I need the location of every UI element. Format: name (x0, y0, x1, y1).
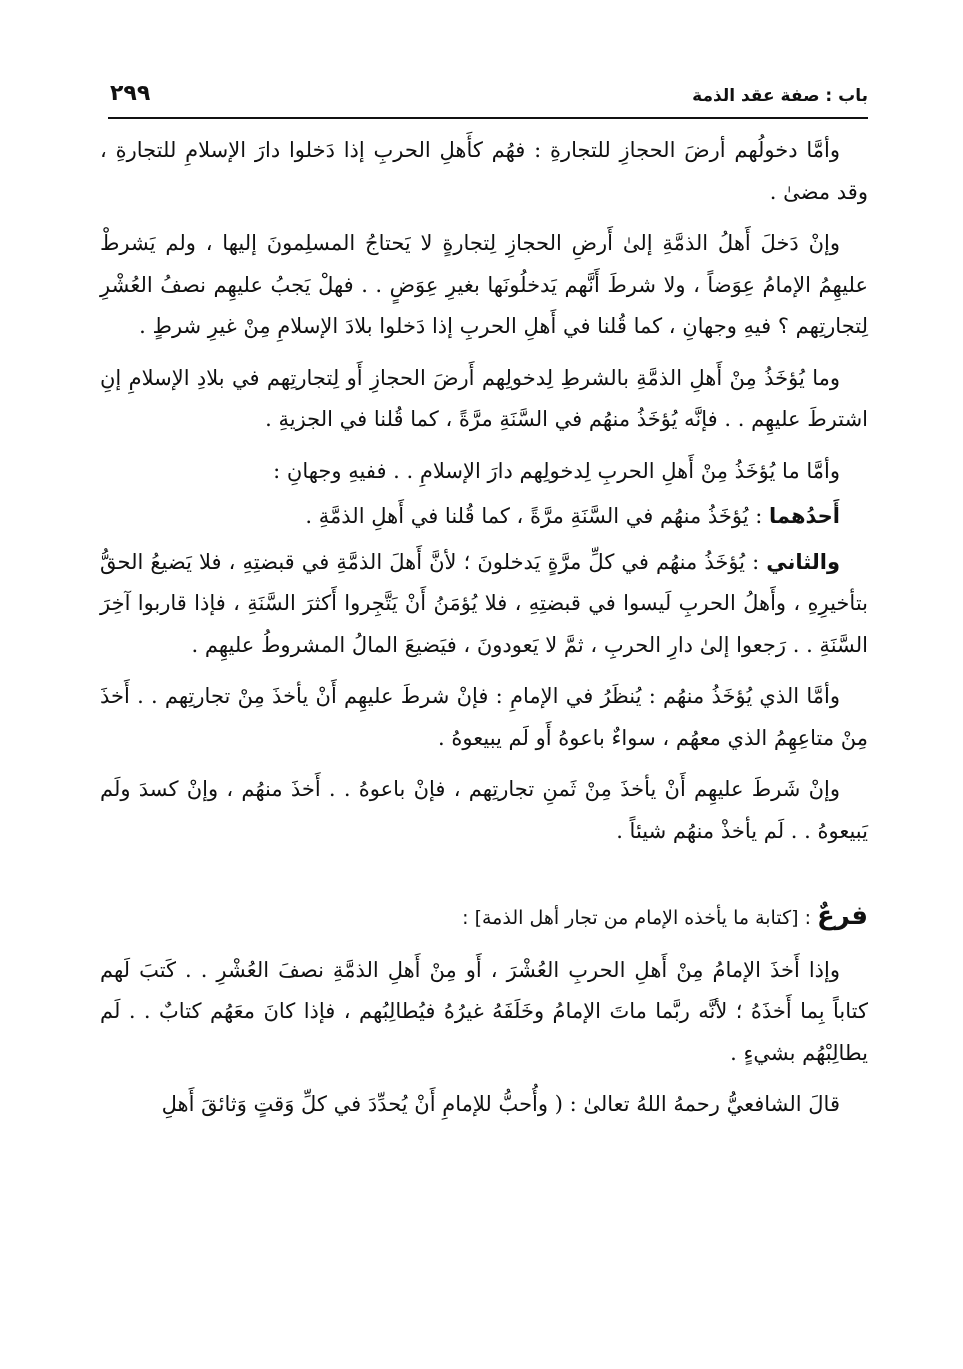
body-text (100, 130, 868, 1136)
paragraph-text: وإذا أَخذَ الإمامُ مِنْ أَهلِ الحربِ العُشْرَ ، أَو مِنْ أَهلِ الذمَّةِ نصفَ العُشْرِ . . كَتبَ لَهم كتاباً بِما أَخذَهُ ؛ لأنَّه ربَّما ماتَ الإمامُ وخَلَفَهُ غيرُهُ فيُطالِبُهم ، فإذا كانَ معَهُم كتابٌ . . لَم يطالِبْهُم بشيءٍ . (100, 957, 868, 1065)
paragraph-text: وما يُؤخَذُ مِنْ أَهلِ الذمَّةِ بالشرطِ لِدخولِهم أَرضَ الحجازِ أَو لِتجارتِهم في بلادِ الإسلامِ إنِ اشترطَ عليهِم . . فإنَّه يُؤخَذُ منهُم في السَّنَةِ مرَّةً ، كما قُلنا في الجزيةِ . (100, 365, 868, 431)
paragraph-text: : يُؤخَذُ منهُم في السَّنَةِ مرَّةً ، كما قُلنا في أَهلِ الذمَّةِ . (305, 504, 769, 528)
page-header (108, 80, 868, 116)
paragraph-text: قالَ الشافعيُّ رحمهُ اللهُ تعالىٰ : ( وأُحبُّ للإمامِ أَنْ يُحدِّدَ في كلِّ وَقتٍ وَثائقَ أَهلِ (161, 1092, 840, 1116)
running-head: باب : صفة عقد الذمة (692, 86, 868, 106)
paragraph-lead: والثاني (766, 549, 840, 574)
paragraph (100, 769, 868, 852)
paragraph-text: وإنْ دَخلَ أَهلُ الذمَّةِ إلىٰ أَرضِ الحجازِ لِتجارةٍ لا يَحتاجُ المسلِمونَ إليها ، ولم يَشرطْ عليهِمُ الإمامُ عِوَضاً ، ولا شرطَ أَنَّهم يَدخلُونَها بغيرِ عِوَضٍ . . فهلْ يَجبُ عليهِم نصفُ العُشْرِ لِتجارتِهم ؟ فيهِ وجهانِ ، كما قُلنا في أَهلِ الحربِ إذا دَخلوا بلادَ الإسلامِ مِنْ غيرِ شرطٍ . (100, 231, 868, 338)
paragraph (100, 950, 868, 1075)
paragraph-text: : يُؤخَذُ منهُم في كلِّ مرَّةٍ يَدخلونَ ؛ لأنَّ أَهلَ الذمَّةِ في قبضتِهِ ، فلا يَضيعُ الحقُّ بتأخيرِهِ ، وأَهلُ الحربِ لَيسوا في قبضتِهِ ، فلا يُؤمَنُ أَنْ يَتَّجِروا أَكثرَ السَّنَةِ ، فإذا قاربوا آخِرَ السَّنَةِ . . رَجعوا إلىٰ دارِ الحربِ ، ثمَّ لا يَعودونَ ، فيَضيعَ المالُ المشروطُ عليهِم . (100, 549, 868, 657)
section-heading-lead: فرعٌ (817, 901, 868, 931)
paragraph (100, 130, 868, 213)
paragraph (100, 1084, 868, 1126)
paragraph (100, 542, 868, 667)
paragraph (100, 496, 868, 538)
page-number: ٢٩٩ (110, 81, 151, 106)
paragraph-text: وإنْ شَرطَ عليهِم أَنْ يأخذَ مِنْ ثَمنِ تجارتِهم ، فإنْ باعوهُ . . أَخذَ منهُم ، وإنْ كسدَ ولَم يَبيعوهُ . . لَم يأخذْ منهُم شيئاً . (100, 777, 868, 843)
paragraph (100, 358, 868, 441)
paragraph-text: وأمَّا الذي يُؤخَذُ منهُم : يُنظَرُ في الإمامِ : فإنْ شرطَ عليهِم أَنْ يأخذَ مِنْ تجارتِهم . . أَخذَ مِنْ متاعِهِمُ الذي معهُم ، سواءٌ باعوهُ أَو لَم يبيعوهُ . (100, 684, 868, 750)
section-heading-title: : [كتابة ما يأخذه الإمام من تجار أهل الذمة] : (462, 907, 818, 929)
paragraph (100, 223, 868, 348)
paragraph-text: وأمَّا دخولُهم أرضَ الحجازِ للتجارةِ : فهُم كأَهلِ الحربِ إذا دَخلوا دارَ الإسلامِ للتجارةِ ، وقد مضىٰ . (100, 138, 868, 204)
paragraph-lead: أَحدُهما (769, 504, 840, 528)
paragraph (100, 451, 868, 493)
paragraph (100, 676, 868, 759)
section-heading (100, 896, 868, 940)
header-rule (108, 117, 868, 119)
paragraph-text: وأمَّا ما يُؤخَذُ مِنْ أَهلِ الحربِ لِدخولِهم دارَ الإسلامِ . . ففيهِ وجهانِ : (273, 458, 840, 483)
